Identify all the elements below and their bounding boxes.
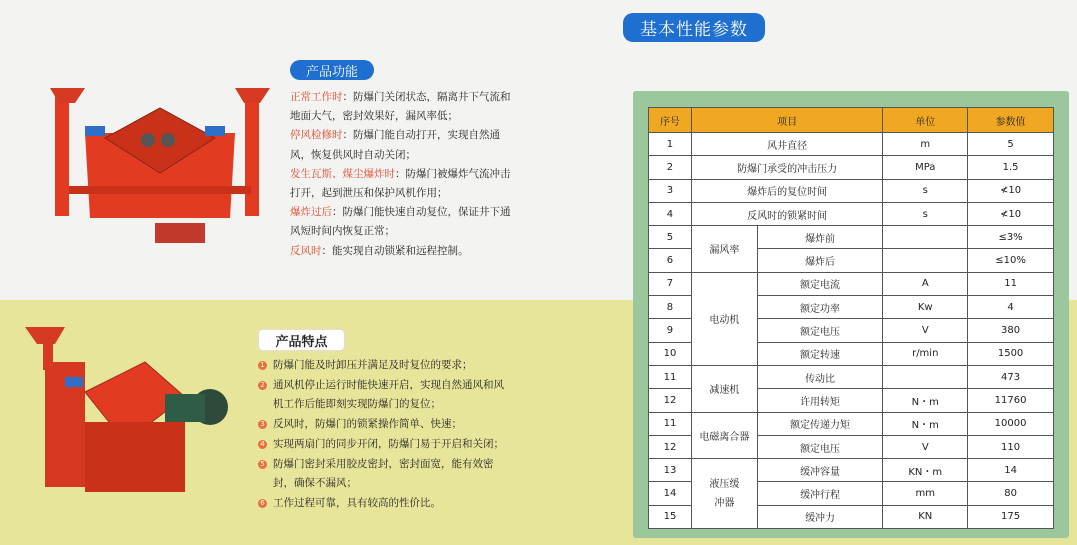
main-title: 基本性能参数 (623, 13, 765, 42)
cell-value: 11 (968, 272, 1054, 295)
table-row (649, 156, 1054, 179)
table-row (649, 272, 1054, 295)
cell-unit: mm (883, 482, 968, 505)
cell-value: ≮10 (968, 179, 1054, 202)
bullet-number: 3 (258, 420, 267, 429)
function-label: 发生瓦斯、煤尘爆炸时 (290, 167, 395, 180)
cell-item: 风井直径 (691, 133, 882, 156)
cell-no: 6 (649, 249, 692, 272)
cell-unit: s (883, 179, 968, 202)
cell-unit: N・m (883, 412, 968, 435)
cell-value: 80 (968, 482, 1054, 505)
product-photo-front (45, 78, 275, 246)
function-description (290, 88, 515, 261)
feature-text: 防爆门能及时卸压并满足及时复位的要求； (273, 359, 473, 371)
feature-text: 防爆门密封采用胶皮密封，密封面宽，能有效密封，确保不漏风； (273, 457, 494, 490)
cell-item: 额定功率 (757, 296, 883, 319)
table-row (649, 459, 1054, 482)
cell-value: 10000 (968, 412, 1054, 435)
cell-item: 防爆门承受的冲击压力 (691, 156, 882, 179)
function-text: ：防爆门关闭状态，隔离井下气流和地面大气，密封效果好，漏风率低； (290, 91, 511, 123)
cell-value: 4 (968, 296, 1054, 319)
function-item (290, 165, 515, 203)
cell-unit: Kw (883, 296, 968, 319)
function-label: 停风检修时 (290, 129, 343, 142)
cell-item: 许用转矩 (757, 389, 883, 412)
cell-item: 缓冲行程 (757, 482, 883, 505)
cell-unit: MPa (883, 156, 968, 179)
cell-value: ≮10 (968, 202, 1054, 225)
function-item (290, 126, 515, 164)
cell-value: 11760 (968, 389, 1054, 412)
cell-item: 爆炸前 (757, 226, 883, 249)
cell-unit: m (883, 133, 968, 156)
function-text: ：防爆门能自动打开，实现自然通风，恢复供风时自动关闭； (290, 129, 500, 161)
function-item (290, 203, 515, 241)
cell-no: 8 (649, 296, 692, 319)
table-row (649, 412, 1054, 435)
cell-item: 额定电压 (757, 319, 883, 342)
cell-unit: V (883, 435, 968, 458)
header-no: 序号 (649, 108, 692, 133)
table-row (649, 365, 1054, 388)
function-item (290, 242, 515, 261)
cell-group: 液压缓冲器 (691, 459, 757, 529)
header-item: 项目 (691, 108, 882, 133)
cell-item: 传动比 (757, 365, 883, 388)
header-unit: 单位 (883, 108, 968, 133)
cell-unit: KN・m (883, 459, 968, 482)
function-label: 爆炸过后 (290, 206, 332, 219)
cell-value: 473 (968, 365, 1054, 388)
feature-text: 工作过程可靠，具有较高的性价比。 (273, 496, 441, 509)
cell-value: 110 (968, 435, 1054, 458)
spec-table (648, 107, 1054, 529)
function-text: ：防爆门能快速自动复位，保证井下通风短时间内恢复正常； (290, 206, 511, 238)
cell-item: 缓冲容量 (757, 459, 883, 482)
cell-no: 13 (649, 459, 692, 482)
cell-group: 电磁离合器 (691, 412, 757, 459)
cell-no: 14 (649, 482, 692, 505)
feature-text: 通风机停止运行时能快速开启，实现自然通风和风机工作后能即刻实现防爆门的复位； (273, 378, 504, 411)
bullet-number: 6 (258, 499, 267, 508)
bullet-number: 5 (258, 460, 267, 469)
table-row (649, 133, 1054, 156)
function-item (290, 88, 515, 126)
table-row (649, 202, 1054, 225)
list-item (258, 435, 508, 455)
cell-value: 1500 (968, 342, 1054, 365)
function-text: ：能实现自动锁紧和远程控制。 (321, 244, 469, 257)
cell-group: 漏风率 (691, 226, 757, 273)
cell-no: 2 (649, 156, 692, 179)
cell-no: 9 (649, 319, 692, 342)
cell-value: 175 (968, 505, 1054, 528)
table-header-row (649, 108, 1054, 133)
list-item (258, 494, 508, 514)
bullet-number: 4 (258, 440, 267, 449)
cell-item: 额定电流 (757, 272, 883, 295)
cell-no: 12 (649, 435, 692, 458)
cell-unit: s (883, 202, 968, 225)
product-photo-side (25, 322, 245, 497)
cell-unit: N・m (883, 389, 968, 412)
cell-item: 反风时的锁紧时间 (691, 202, 882, 225)
feature-text: 反风时，防爆门的锁紧操作简单、快速； (273, 418, 462, 431)
cell-no: 10 (649, 342, 692, 365)
bullet-number: 2 (258, 381, 267, 390)
cell-value: 14 (968, 459, 1054, 482)
list-item (258, 415, 508, 435)
list-item (258, 356, 508, 376)
function-section-title: 产品功能 (290, 60, 374, 80)
cell-no: 12 (649, 389, 692, 412)
list-item (258, 376, 508, 415)
header-value: 参数值 (968, 108, 1054, 133)
cell-unit: A (883, 272, 968, 295)
cell-no: 11 (649, 412, 692, 435)
cell-value: 5 (968, 133, 1054, 156)
bullet-number: 1 (258, 361, 267, 370)
cell-value: 1.5 (968, 156, 1054, 179)
cell-item: 爆炸后的复位时间 (691, 179, 882, 202)
cell-item: 缓冲力 (757, 505, 883, 528)
cell-no: 4 (649, 202, 692, 225)
cell-value: ≤3% (968, 226, 1054, 249)
cell-item: 额定转速 (757, 342, 883, 365)
function-text: ：防爆门被爆炸气流冲击打开，起到泄压和保护风机作用； (290, 167, 511, 200)
cell-unit: KN (883, 505, 968, 528)
cell-no: 3 (649, 179, 692, 202)
cell-group: 电动机 (691, 272, 757, 365)
feature-text: 实现两扇门的同步开闭，防爆门易于开启和关闭； (273, 437, 504, 450)
cell-unit (883, 249, 968, 272)
cell-no: 1 (649, 133, 692, 156)
cell-group: 减速机 (691, 365, 757, 412)
cell-item: 额定传递力矩 (757, 412, 883, 435)
cell-no: 7 (649, 272, 692, 295)
feature-list (258, 356, 508, 514)
function-label: 反风时 (290, 244, 322, 257)
feature-section-title: 产品特点 (259, 330, 344, 350)
cell-no: 11 (649, 365, 692, 388)
cell-no: 15 (649, 505, 692, 528)
cell-unit (883, 226, 968, 249)
cell-unit: r/min (883, 342, 968, 365)
cell-value: ≤10% (968, 249, 1054, 272)
cell-unit: V (883, 319, 968, 342)
cell-item: 额定电压 (757, 435, 883, 458)
cell-unit (883, 365, 968, 388)
cell-no: 5 (649, 226, 692, 249)
cell-item: 爆炸后 (757, 249, 883, 272)
cell-value: 380 (968, 319, 1054, 342)
function-label: 正常工作时 (290, 91, 343, 103)
table-row (649, 226, 1054, 249)
table-row (649, 179, 1054, 202)
list-item (258, 455, 508, 494)
